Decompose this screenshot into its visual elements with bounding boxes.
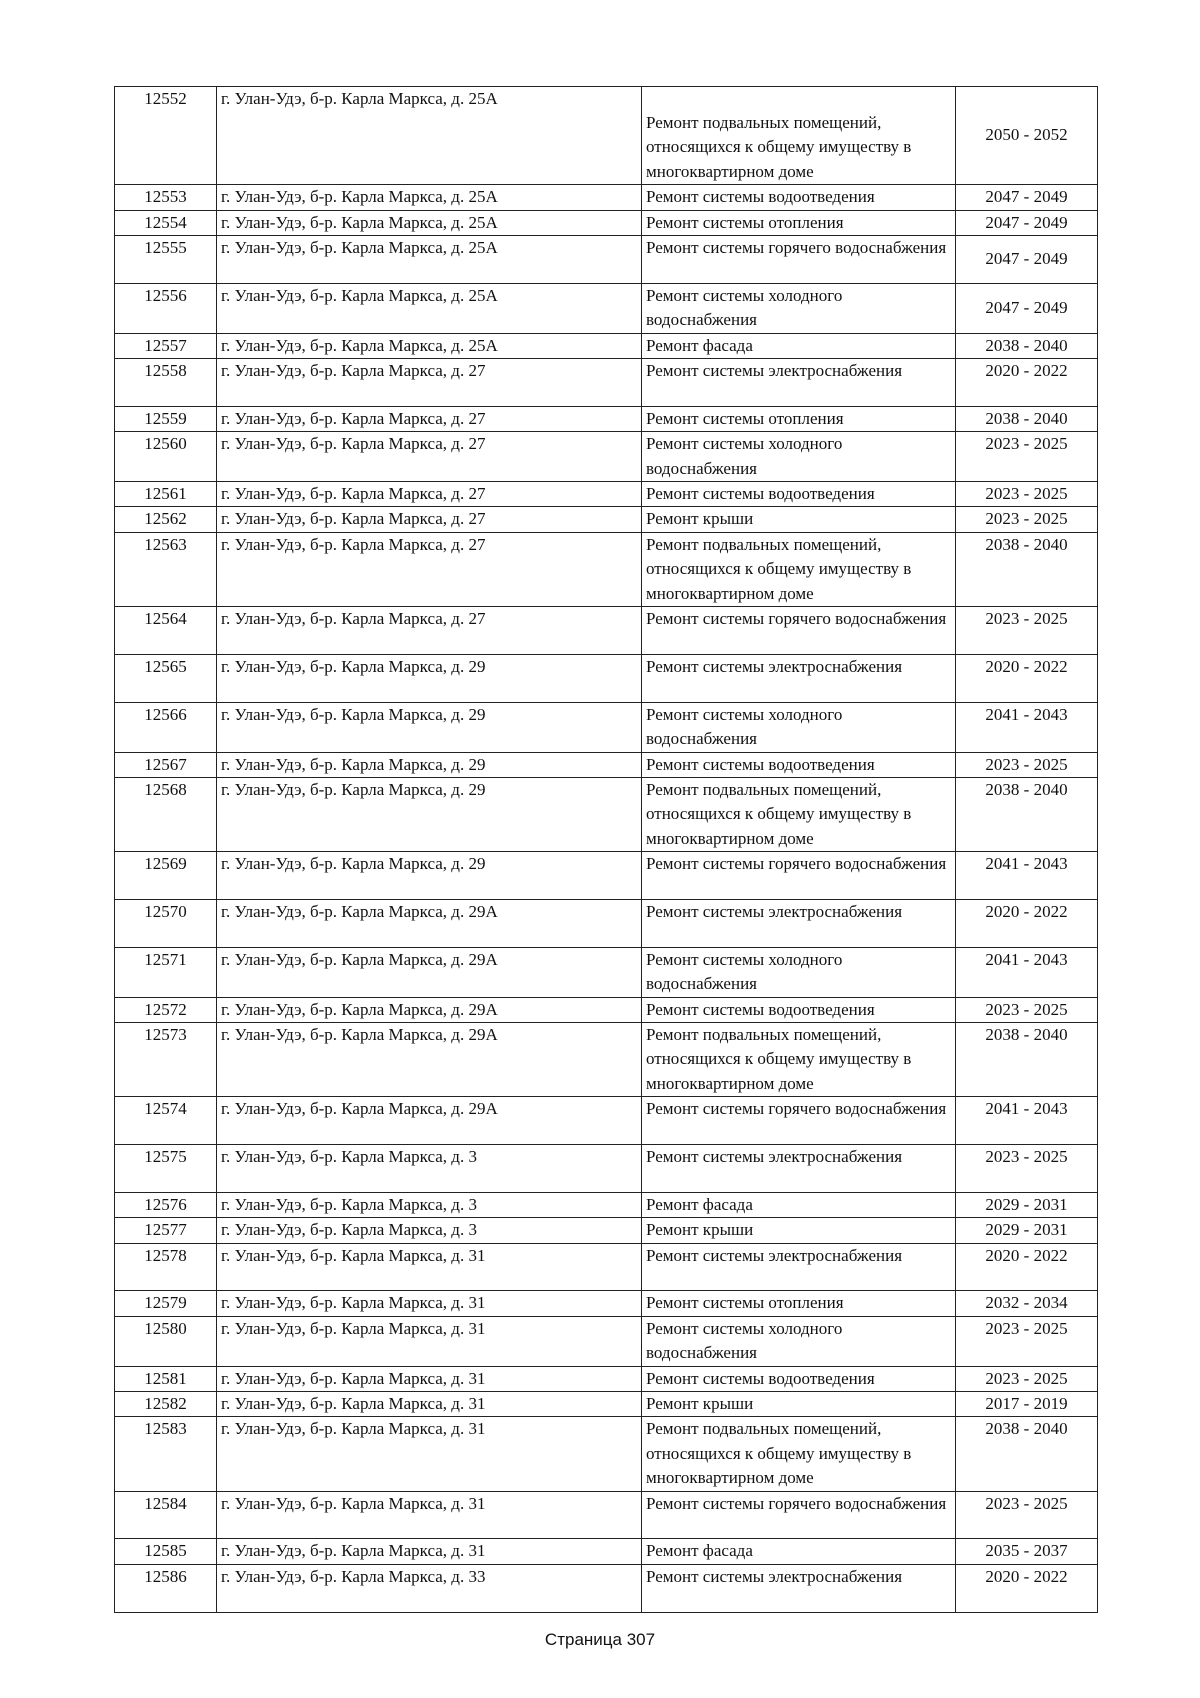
work-type-cell: Ремонт системы электроснабжения (642, 1144, 956, 1192)
years-cell: 2023 - 2025 (956, 432, 1098, 482)
row-number: 12585 (115, 1539, 217, 1564)
work-type-cell: Ремонт системы горячего водоснабжения (642, 236, 956, 284)
work-type-cell: Ремонт системы холодного водоснабжения (642, 702, 956, 752)
years-cell: 2023 - 2025 (956, 752, 1098, 777)
work-type-cell: Ремонт системы электроснабжения (642, 654, 956, 702)
address-cell: г. Улан-Удэ, б-р. Карла Маркса, д. 27 (217, 406, 642, 431)
table-row (115, 607, 1098, 655)
work-type-cell: Ремонт системы водоотведения (642, 1366, 956, 1391)
work-type-cell: Ремонт системы электроснабжения (642, 1243, 956, 1291)
table-row (115, 359, 1098, 407)
table-row (115, 752, 1098, 777)
address-cell: г. Улан-Удэ, б-р. Карла Маркса, д. 29А (217, 1097, 642, 1145)
address-cell: г. Улан-Удэ, б-р. Карла Маркса, д. 25А (217, 87, 642, 185)
table-row (115, 210, 1098, 235)
address-cell: г. Улан-Удэ, б-р. Карла Маркса, д. 27 (217, 359, 642, 407)
address-cell: г. Улан-Удэ, б-р. Карла Маркса, д. 25А (217, 333, 642, 358)
work-type-cell: Ремонт системы холодного водоснабжения (642, 947, 956, 997)
years-cell: 2032 - 2034 (956, 1291, 1098, 1316)
row-number: 12563 (115, 532, 217, 606)
table-row (115, 654, 1098, 702)
years-cell: 2041 - 2043 (956, 852, 1098, 900)
table-row (115, 777, 1098, 851)
row-number: 12561 (115, 482, 217, 507)
address-cell: г. Улан-Удэ, б-р. Карла Маркса, д. 25А (217, 210, 642, 235)
row-number: 12565 (115, 654, 217, 702)
address-cell: г. Улан-Удэ, б-р. Карла Маркса, д. 25А (217, 236, 642, 284)
table-row (115, 1144, 1098, 1192)
row-number: 12581 (115, 1366, 217, 1391)
table-row (115, 852, 1098, 900)
table-row (115, 1243, 1098, 1291)
years-cell: 2020 - 2022 (956, 1243, 1098, 1291)
table-row (115, 1564, 1098, 1612)
row-number: 12562 (115, 507, 217, 532)
work-type-cell: Ремонт системы водоотведения (642, 997, 956, 1022)
work-type-cell: Ремонт фасада (642, 1539, 956, 1564)
row-number: 12571 (115, 947, 217, 997)
address-cell: г. Улан-Удэ, б-р. Карла Маркса, д. 27 (217, 482, 642, 507)
years-cell: 2023 - 2025 (956, 607, 1098, 655)
row-number: 12569 (115, 852, 217, 900)
table-row (115, 507, 1098, 532)
row-number: 12564 (115, 607, 217, 655)
address-cell: г. Улан-Удэ, б-р. Карла Маркса, д. 33 (217, 1564, 642, 1612)
address-cell: г. Улан-Удэ, б-р. Карла Маркса, д. 31 (217, 1366, 642, 1391)
table-row (115, 283, 1098, 333)
row-number: 12553 (115, 185, 217, 210)
table-row (115, 532, 1098, 606)
table-row (115, 1391, 1098, 1416)
row-number: 12567 (115, 752, 217, 777)
row-number: 12559 (115, 406, 217, 431)
work-type-cell: Ремонт системы холодного водоснабжения (642, 1316, 956, 1366)
address-cell: г. Улан-Удэ, б-р. Карла Маркса, д. 31 (217, 1391, 642, 1416)
table-row (115, 432, 1098, 482)
address-cell: г. Улан-Удэ, б-р. Карла Маркса, д. 29 (217, 777, 642, 851)
table-row (115, 333, 1098, 358)
row-number: 12576 (115, 1192, 217, 1217)
years-cell: 2038 - 2040 (956, 406, 1098, 431)
table-row (115, 1192, 1098, 1217)
work-type-cell: Ремонт крыши (642, 507, 956, 532)
years-cell: 2047 - 2049 (956, 236, 1098, 284)
address-cell: г. Улан-Удэ, б-р. Карла Маркса, д. 31 (217, 1491, 642, 1539)
row-number: 12578 (115, 1243, 217, 1291)
row-number: 12580 (115, 1316, 217, 1366)
table-row (115, 1539, 1098, 1564)
row-number: 12557 (115, 333, 217, 358)
years-cell: 2020 - 2022 (956, 1564, 1098, 1612)
row-number: 12552 (115, 87, 217, 185)
years-cell: 2047 - 2049 (956, 185, 1098, 210)
years-cell: 2023 - 2025 (956, 482, 1098, 507)
work-type-cell: Ремонт фасада (642, 333, 956, 358)
row-number: 12572 (115, 997, 217, 1022)
years-cell: 2050 - 2052 (956, 87, 1098, 185)
years-cell: 2023 - 2025 (956, 1316, 1098, 1366)
address-cell: г. Улан-Удэ, б-р. Карла Маркса, д. 27 (217, 607, 642, 655)
work-type-cell: Ремонт крыши (642, 1391, 956, 1416)
work-type-cell: Ремонт системы отопления (642, 1291, 956, 1316)
row-number: 12554 (115, 210, 217, 235)
years-cell: 2020 - 2022 (956, 359, 1098, 407)
table-row (115, 236, 1098, 284)
years-cell: 2038 - 2040 (956, 333, 1098, 358)
row-number: 12570 (115, 899, 217, 947)
row-number: 12574 (115, 1097, 217, 1145)
work-type-cell: Ремонт крыши (642, 1218, 956, 1243)
row-number: 12583 (115, 1417, 217, 1491)
years-cell: 2035 - 2037 (956, 1539, 1098, 1564)
years-cell: 2047 - 2049 (956, 283, 1098, 333)
work-type-cell: Ремонт подвальных помещений, относящихся к общему имуществу в многоквартирном доме (642, 777, 956, 851)
work-type-cell: Ремонт системы горячего водоснабжения (642, 1097, 956, 1145)
years-cell: 2023 - 2025 (956, 1491, 1098, 1539)
years-cell: 2020 - 2022 (956, 654, 1098, 702)
years-cell: 2047 - 2049 (956, 210, 1098, 235)
address-cell: г. Улан-Удэ, б-р. Карла Маркса, д. 27 (217, 532, 642, 606)
address-cell: г. Улан-Удэ, б-р. Карла Маркса, д. 29А (217, 997, 642, 1022)
row-number: 12568 (115, 777, 217, 851)
work-type-cell: Ремонт системы горячего водоснабжения (642, 1491, 956, 1539)
years-cell: 2041 - 2043 (956, 702, 1098, 752)
row-number: 12577 (115, 1218, 217, 1243)
table-row (115, 997, 1098, 1022)
years-cell: 2041 - 2043 (956, 1097, 1098, 1145)
row-number: 12556 (115, 283, 217, 333)
table-row (115, 947, 1098, 997)
table-row (115, 702, 1098, 752)
table-row (115, 185, 1098, 210)
address-cell: г. Улан-Удэ, б-р. Карла Маркса, д. 3 (217, 1192, 642, 1217)
years-cell: 2038 - 2040 (956, 532, 1098, 606)
years-cell: 2029 - 2031 (956, 1218, 1098, 1243)
address-cell: г. Улан-Удэ, б-р. Карла Маркса, д. 25А (217, 185, 642, 210)
years-cell: 2017 - 2019 (956, 1391, 1098, 1416)
address-cell: г. Улан-Удэ, б-р. Карла Маркса, д. 27 (217, 507, 642, 532)
address-cell: г. Улан-Удэ, б-р. Карла Маркса, д. 31 (217, 1243, 642, 1291)
address-cell: г. Улан-Удэ, б-р. Карла Маркса, д. 27 (217, 432, 642, 482)
work-type-cell: Ремонт системы электроснабжения (642, 359, 956, 407)
address-cell: г. Улан-Удэ, б-р. Карла Маркса, д. 29А (217, 1022, 642, 1096)
repair-schedule-table (114, 86, 1098, 1613)
address-cell: г. Улан-Удэ, б-р. Карла Маркса, д. 29 (217, 852, 642, 900)
address-cell: г. Улан-Удэ, б-р. Карла Маркса, д. 3 (217, 1218, 642, 1243)
table-row (115, 899, 1098, 947)
address-cell: г. Улан-Удэ, б-р. Карла Маркса, д. 31 (217, 1539, 642, 1564)
work-type-cell: Ремонт системы отопления (642, 406, 956, 431)
years-cell: 2023 - 2025 (956, 1144, 1098, 1192)
address-cell: г. Улан-Удэ, б-р. Карла Маркса, д. 29А (217, 899, 642, 947)
address-cell: г. Улан-Удэ, б-р. Карла Маркса, д. 29 (217, 752, 642, 777)
address-cell: г. Улан-Удэ, б-р. Карла Маркса, д. 29 (217, 702, 642, 752)
table-row (115, 1417, 1098, 1491)
address-cell: г. Улан-Удэ, б-р. Карла Маркса, д. 25А (217, 283, 642, 333)
years-cell: 2020 - 2022 (956, 899, 1098, 947)
work-type-cell: Ремонт подвальных помещений, относящихся к общему имуществу в многоквартирном доме (642, 87, 956, 185)
work-type-cell: Ремонт системы водоотведения (642, 482, 956, 507)
work-type-cell: Ремонт фасада (642, 1192, 956, 1217)
work-type-cell: Ремонт системы горячего водоснабжения (642, 607, 956, 655)
work-type-cell: Ремонт системы горячего водоснабжения (642, 852, 956, 900)
table-row (115, 1291, 1098, 1316)
table-row (115, 482, 1098, 507)
table-row (115, 406, 1098, 431)
work-type-cell: Ремонт подвальных помещений, относящихся к общему имуществу в многоквартирном доме (642, 1022, 956, 1096)
years-cell: 2029 - 2031 (956, 1192, 1098, 1217)
work-type-cell: Ремонт подвальных помещений, относящихся к общему имуществу в многоквартирном доме (642, 1417, 956, 1491)
years-cell: 2041 - 2043 (956, 947, 1098, 997)
work-type-cell: Ремонт системы электроснабжения (642, 899, 956, 947)
table-body (115, 87, 1098, 1613)
row-number: 12560 (115, 432, 217, 482)
row-number: 12573 (115, 1022, 217, 1096)
address-cell: г. Улан-Удэ, б-р. Карла Маркса, д. 31 (217, 1316, 642, 1366)
address-cell: г. Улан-Удэ, б-р. Карла Маркса, д. 3 (217, 1144, 642, 1192)
work-type-cell: Ремонт системы холодного водоснабжения (642, 283, 956, 333)
table-row (115, 1491, 1098, 1539)
table-row (115, 87, 1098, 185)
row-number: 12579 (115, 1291, 217, 1316)
address-cell: г. Улан-Удэ, б-р. Карла Маркса, д. 29А (217, 947, 642, 997)
row-number: 12558 (115, 359, 217, 407)
years-cell: 2038 - 2040 (956, 1417, 1098, 1491)
years-cell: 2023 - 2025 (956, 507, 1098, 532)
work-type-cell: Ремонт системы отопления (642, 210, 956, 235)
table-row (115, 1097, 1098, 1145)
work-type-cell: Ремонт подвальных помещений, относящихся к общему имуществу в многоквартирном доме (642, 532, 956, 606)
work-type-cell: Ремонт системы водоотведения (642, 752, 956, 777)
address-cell: г. Улан-Удэ, б-р. Карла Маркса, д. 29 (217, 654, 642, 702)
row-number: 12582 (115, 1391, 217, 1416)
row-number: 12586 (115, 1564, 217, 1612)
work-type-cell: Ремонт системы водоотведения (642, 185, 956, 210)
work-type-cell: Ремонт системы электроснабжения (642, 1564, 956, 1612)
table-row (115, 1022, 1098, 1096)
years-cell: 2023 - 2025 (956, 997, 1098, 1022)
table-row (115, 1316, 1098, 1366)
address-cell: г. Улан-Удэ, б-р. Карла Маркса, д. 31 (217, 1417, 642, 1491)
address-cell: г. Улан-Удэ, б-р. Карла Маркса, д. 31 (217, 1291, 642, 1316)
table-row (115, 1366, 1098, 1391)
page-number: Страница 307 (544, 1630, 656, 1649)
row-number: 12566 (115, 702, 217, 752)
years-cell: 2023 - 2025 (956, 1366, 1098, 1391)
row-number: 12575 (115, 1144, 217, 1192)
row-number: 12555 (115, 236, 217, 284)
table-row (115, 1218, 1098, 1243)
years-cell: 2038 - 2040 (956, 777, 1098, 851)
work-type-cell: Ремонт системы холодного водоснабжения (642, 432, 956, 482)
row-number: 12584 (115, 1491, 217, 1539)
years-cell: 2038 - 2040 (956, 1022, 1098, 1096)
